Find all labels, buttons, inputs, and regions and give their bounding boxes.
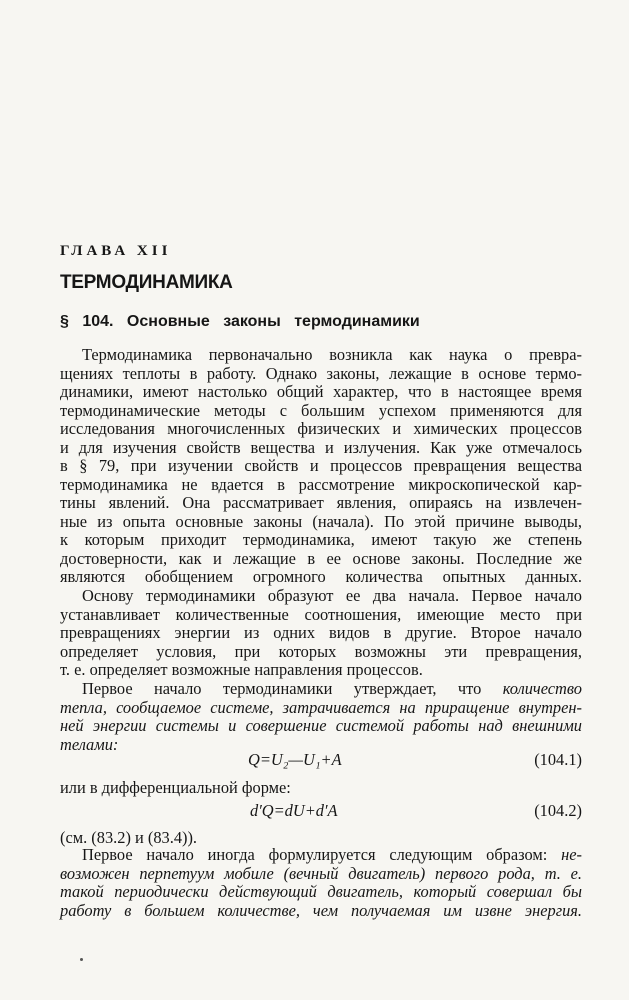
- text-plain: Первое начало иногда формулируется следующим образом:: [82, 845, 562, 864]
- text-line: т. е. определяет возможные направления процессов.: [60, 660, 423, 679]
- chapter-label: ГЛАВА XII: [60, 243, 172, 259]
- text-line: динамики, имеют настолько общий характер, что в настоящее время: [60, 382, 582, 401]
- text-line-italic: работу в большем количестве, чем получаемая им извне энергия.: [60, 900, 582, 920]
- text-italic: количество: [502, 679, 582, 698]
- paragraph-3: [60, 680, 582, 754]
- text-line: превращениях энергии из одних видов в другие. Второе начало: [60, 623, 582, 642]
- text-line-italic: тепла, сообщаемое системе, затрачивается на приращение внутрен-: [60, 697, 582, 717]
- text-line: достоверности, как и лежащие в ее основе законы. Последние же: [60, 548, 582, 568]
- formula-number: (104.1): [534, 750, 582, 769]
- text-line: к которым приходит термодинамика, имеют такую же степень: [60, 530, 582, 549]
- text-line-italic: возможен перпетуум мобиле (вечный двигатель) первого рода, т. е.: [60, 863, 582, 883]
- formula-row-2: [60, 801, 582, 821]
- text-plain: Первое начало термодинамики утверждает, что: [82, 679, 503, 698]
- text-line: [60, 846, 582, 865]
- reference-text: (см. (83.2) и (83.4)).: [60, 828, 198, 847]
- formula-row-1: [60, 750, 582, 770]
- paragraph-4: [60, 846, 582, 920]
- chapter-title: ТЕРМОДИНАМИКА: [60, 272, 233, 293]
- between-text: или в дифференциальной форме:: [60, 778, 291, 797]
- text-line: и для изучения свойств вещества и излучения. Как уже отмечалось: [60, 437, 582, 457]
- text-line: Термодинамика первоначально возникла как наука о превра-: [82, 345, 582, 364]
- text-line: [60, 680, 582, 699]
- text-line: устанавливает количественные соотношения, имеющие место при: [60, 604, 582, 624]
- text-italic: не-: [561, 845, 582, 864]
- text-line: определяет условия, при которых возможны эти превращения,: [60, 641, 582, 661]
- text-line-italic: такой периодически действующий двигатель, который совершал бы: [60, 882, 582, 901]
- text-line: термодинамические методы с большим успехом применяются для: [60, 400, 582, 420]
- text-line: Основу термодинамики образуют ее два начала. Первое начало: [82, 586, 582, 605]
- text-line: тины явлений. Она рассматривает явления, опираясь на извлечен-: [60, 493, 582, 512]
- text-line: щениях теплоты в работу. Однако законы, лежащие в основе термо-: [60, 363, 582, 383]
- paragraph-1: [60, 346, 582, 587]
- text-line: являются обобщением огромного количества опытных данных.: [60, 567, 582, 586]
- text-line: термодинамика не вдается в рассмотрение микроскопической кар-: [60, 474, 582, 494]
- formula-expression: Q=U₂—U₁+A: [248, 750, 342, 769]
- formula-expression: d′Q=dU+d′A: [250, 801, 338, 820]
- formula-number: (104.2): [534, 801, 582, 820]
- text-line: исследования многочисленных физических и химических процессов: [60, 419, 582, 438]
- text-line-italic: ней энергии системы и совершение системой работы над внешними: [60, 716, 582, 735]
- paragraph-2: [60, 587, 582, 680]
- print-speck: [80, 958, 83, 961]
- text-line: в § 79, при изучении свойств и процессов превращения вещества: [60, 456, 582, 475]
- text-line-italic: телами:: [60, 734, 119, 754]
- text-line: ные из опыта основные законы (начала). По этой причине выводы,: [60, 511, 582, 531]
- section-heading: § 104. Основные законы термодинамики: [60, 313, 420, 330]
